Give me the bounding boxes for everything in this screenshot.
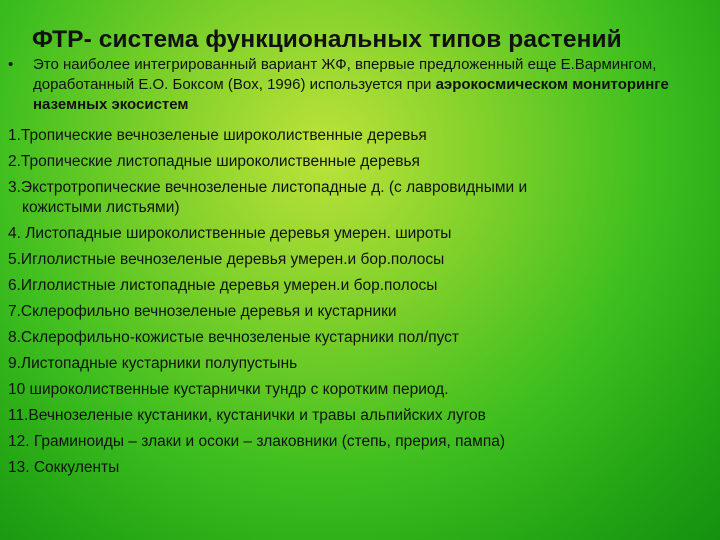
plant-types-list — [8, 123, 710, 481]
slide-title: ФТР- система функциональных типов растений — [32, 26, 622, 53]
list-item: 8.Склерофильно-кожистые вечнозеленые кустарники пол/пуст — [8, 329, 460, 346]
list-item: 2.Тропические листопадные широколиственные деревья — [8, 153, 420, 170]
list-item — [8, 175, 710, 221]
list-item: 9.Листопадные кустарники полупустынь — [8, 355, 298, 372]
list-item: 11.Вечнозеленые кустаники, кустанички и травы альпийских лугов — [8, 407, 486, 424]
list-item: 5.Иглолистные вечнозеленые деревья умерен.и бор.полосы — [8, 251, 445, 268]
list-item: 12. Граминоиды – злаки и осоки – злаковники (степь, прерия, пампа) — [8, 433, 506, 450]
list-item: 13. Соккуленты — [8, 459, 120, 476]
list-item: 4. Листопадные широколиственные деревья умерен. широты — [8, 225, 452, 242]
list-item: 1.Тропические вечнозеленые широколиственные деревья — [8, 127, 427, 144]
list-item: 7.Склерофильно вечнозеленые деревья и кустарники — [8, 303, 397, 320]
list-item-continuation: кожистыми листьями) — [22, 199, 180, 216]
list-item: 6.Иглолистные листопадные деревья умерен.и бор.полосы — [8, 277, 438, 294]
list-item: 10 широколиственные кустарнички тундр с коротким период. — [8, 381, 449, 398]
bullet-marker: • — [8, 56, 14, 73]
intro-text-bold: аэрокосмическом мониторинге наземных экосистем — [33, 76, 669, 113]
intro-bullet — [8, 55, 708, 115]
intro-text-regular: Это наиболее интегрированный вариант ЖФ, впервые предложенный еще Е.Вармингом, доработанный Е.О. Боксом (Box, 1996) используется при — [33, 56, 657, 93]
list-item-line: 3.Экстротропические вечнозеленые листопадные д. (с лавровидными и — [8, 179, 528, 196]
intro-text — [33, 55, 708, 115]
